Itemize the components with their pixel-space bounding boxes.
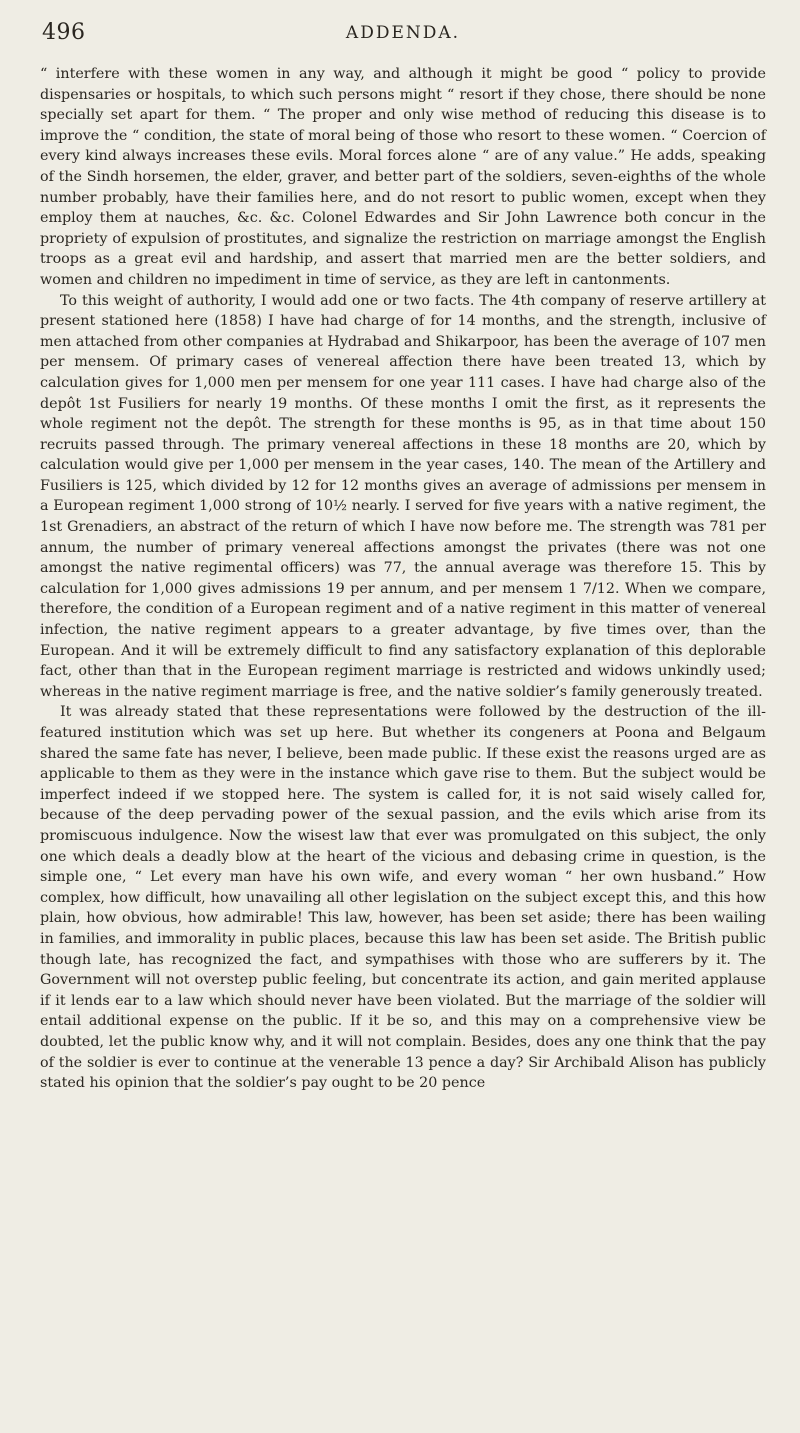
- running-title: ADDENDA.: [345, 23, 461, 43]
- paragraph-statistics: To this weight of authority, I would add one or two facts. The 4th company of reserve artillery at present stationed here (1858) I have had charge of for 14 months, and the strength, inclusive of men attached from other companies at Hydrabad and Shikarpoor, has been the average of 107 men per mensem. Of primary cases of venereal affection there have been treated 13, which by calculation gives for 1,000 men per mensem for one year 111 cases. I have had charge also of the depôt 1st Fusiliers for nearly 19 months. Of these months I omit the first, as it represents the whole regiment not the depôt. The strength for these months is 95, as in that time about 150 recruits passed through. The primary venereal affections in these 18 months are 20, which by calculation would give per 1,000 per mensem in the year cases, 140. The mean of the Artillery and Fusiliers is 125, which divided by 12 for 12 months gives an average of admissions per mensem in a European regiment 1,000 strong of 10½ nearly. I served for five years with a native regiment, the 1st Grenadiers, an abstract of the return of which I have now before me. The strength was 781 per annum, the number of primary venereal affections amongst the privates (there was not one amongst the native regimental officers) was 77, the annual average was therefore 15. This by calculation for 1,000 gives admissions 19 per annum, and per mensem 1 7/12. When we compare, therefore, the condition of a European regiment and of a native regiment in this matter of venereal infection, the native regiment appears to a greater advantage, by five times over, than the European. And it will be extremely difficult to find any satisfactory explanation of this deplorable fact, other than that in the European regiment marriage is restricted and widows unkindly used; whereas in the native regiment marriage is free, and the native soldier’s family generously treated.: [40, 292, 766, 700]
- body-text: [40, 64, 766, 1094]
- page-number: 496: [42, 20, 86, 45]
- paragraph-marriage-law: It was already stated that these representations were followed by the destruction of the ill-featured institution which was set up here. But whether its congeners at Poona and Belgaum shared the same fate has never, I believe, been made public. If these exist the reasons urged are as applicable to them as they were in the instance which gave rise to them. But the subject would be imperfect indeed if we stopped here. The system is called for, it is not said wisely called for, because of the deep pervading power of the sexual passion, and the evils which arise from its promiscuous indulgence. Now the wisest law that ever was promulgated on this subject, the only one which deals a deadly blow at the heart of the vicious and debasing crime in question, is the simple one, “ Let every man have his own wife, and every woman “ her own husband.” How complex, how difficult, how unavailing all other legislation on the subject except this, and this how plain, how obvious, how admirable! This law, however, has been set aside; there has been wailing in families, and immorality in public places, because this law has been set aside. The British public though late, has recognized the fact, and sympathises with those who are sufferers by it. The Government will not overstep public feeling, but concentrate its action, and gain merited applause if it lends ear to a law which should never have been violated. But the marriage of the soldier will entail additional expense on the public. If it be so, and this may on a comprehensive view be doubted, let the public know why, and it will not complain. Besides, does any one think that the pay of the soldier is ever to continue at the venerable 13 pence a day? Sir Archibald Alison has publicly stated his opinion that the soldier’s pay ought to be 20 pence: [40, 704, 766, 1092]
- paragraph-quote-continuation: “ interfere with these women in any way, and although it might be good “ policy to provide dispensaries or hospitals, to which such persons might “ resort if they chose, there should be none specially set apart for them. “ The proper and only wise method of reducing this disease is to improve the “ condition, the state of moral being of those who resort to these women. “ Coercion of every kind always increases these evils. Moral forces alone “ are of any value.” He adds, speaking of the Sindh horsemen, the elder, graver, and better part of the soldiers, seven-eighths of the whole number probably, have their families here, and do not resort to public women, except when they employ them at nauches, &c. &c. Colonel Edwardes and Sir John Lawrence both concur in the propriety of expulsion of prostitutes, and signalize the restriction on marriage amongst the English troops as a great evil and hardship, and assert that married men are the better soldiers, and women and children no impediment in time of service, as they are left in cantonments.: [40, 66, 766, 288]
- running-head: [40, 20, 766, 50]
